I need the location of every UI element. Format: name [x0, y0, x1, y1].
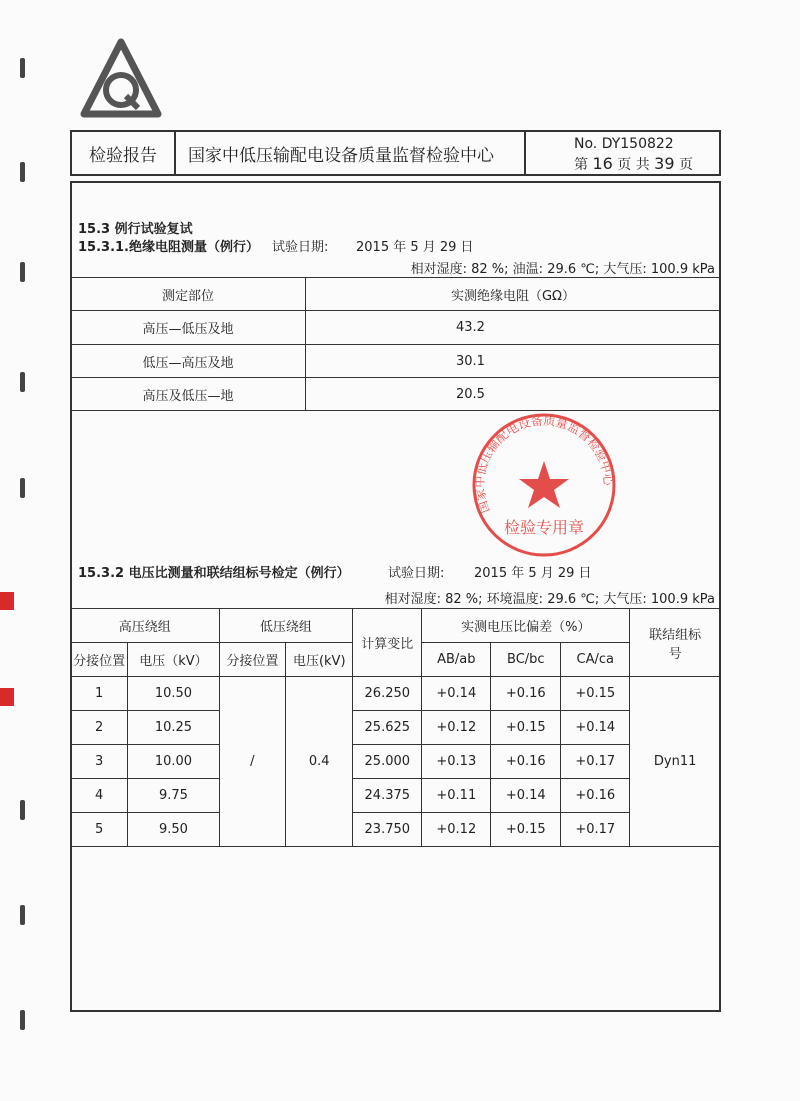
s2-date-label: 试验日期:	[388, 566, 445, 581]
s2-title: 15.3.2 电压比测量和联结组标号检定（例行）	[78, 566, 350, 581]
cell: 26.250	[353, 677, 422, 711]
cell: 高压及低压—地	[71, 378, 306, 411]
cell: 0.4	[286, 677, 353, 847]
seal-arc-text: 国家中低压输配电设备质量监督检验中心	[472, 413, 616, 516]
report-header	[70, 130, 721, 176]
table-row	[71, 779, 721, 813]
col-header: 分接位置	[219, 643, 286, 677]
col-header: 低压绕组	[219, 609, 353, 643]
table-row	[71, 378, 721, 411]
col-header: 计算变比	[353, 609, 422, 677]
binder-hole	[20, 262, 25, 282]
cell: /	[219, 677, 286, 847]
cell: 25.625	[353, 711, 422, 745]
cell: +0.14	[491, 779, 561, 813]
cell: 4	[71, 779, 128, 813]
s1-date-label: 试验日期:	[272, 240, 329, 255]
report-number: No. DY150822	[574, 136, 674, 152]
col-header: AB/ab	[422, 643, 491, 677]
red-tab	[0, 592, 14, 610]
cell: 20.5	[306, 378, 721, 411]
s1-conditions: 相对湿度: 82 %; 油温: 29.6 ℃; 大气压: 100.9 kPa	[410, 262, 715, 277]
binder-hole	[20, 905, 25, 925]
cell: 23.750	[353, 813, 422, 847]
s1-title: 15.3.1.绝缘电阻测量（例行）	[78, 240, 259, 255]
cell: +0.15	[491, 813, 561, 847]
cell: +0.14	[561, 711, 630, 745]
cell: Dyn11	[630, 677, 721, 847]
cell: +0.16	[491, 677, 561, 711]
cell: 低压—高压及地	[71, 345, 306, 378]
col-header: 联结组标号	[630, 609, 721, 677]
table-row	[71, 677, 721, 711]
cqc-logo-icon	[80, 38, 162, 124]
cell: +0.14	[422, 677, 491, 711]
cell: +0.15	[491, 711, 561, 745]
binder-hole	[20, 162, 25, 182]
col-header: 实测绝缘电阻（GΩ）	[306, 278, 721, 311]
seal-text: 检验专用章	[503, 518, 585, 537]
cell: +0.16	[561, 779, 630, 813]
binder-hole	[20, 800, 25, 820]
cell: 3	[71, 745, 128, 779]
cell: 9.50	[128, 813, 219, 847]
col-header: 电压(kV)	[286, 643, 353, 677]
binder-hole	[20, 58, 25, 78]
binder-hole	[20, 372, 25, 392]
section-title: 15.3 例行试验复试	[78, 222, 193, 237]
cell: 9.75	[128, 779, 219, 813]
s2-date: 2015 年 5 月 29 日	[474, 566, 592, 581]
org-name: 国家中低压输配电设备质量监督检验中心	[176, 132, 526, 174]
table-row	[71, 345, 721, 378]
binder-hole	[20, 1010, 25, 1030]
col-header: 实测电压比偏差（%）	[422, 609, 630, 643]
s1-date: 2015 年 5 月 29 日	[356, 240, 474, 255]
cell: +0.17	[561, 745, 630, 779]
cell: +0.15	[561, 677, 630, 711]
red-tab	[0, 688, 14, 706]
cell: 10.00	[128, 745, 219, 779]
binder-hole	[20, 478, 25, 498]
insulation-resistance-table	[70, 277, 721, 411]
cell: +0.12	[422, 711, 491, 745]
cell: 30.1	[306, 345, 721, 378]
cell: +0.12	[422, 813, 491, 847]
cell: 高压—低压及地	[71, 311, 306, 345]
cell: 10.50	[128, 677, 219, 711]
cell: 43.2	[306, 311, 721, 345]
voltage-ratio-table	[70, 608, 721, 847]
col-header: CA/ca	[561, 643, 630, 677]
table-row	[71, 711, 721, 745]
col-header: 高压绕组	[71, 609, 220, 643]
table-row	[71, 813, 721, 847]
report-label: 检验报告	[72, 132, 176, 174]
cell: 10.25	[128, 711, 219, 745]
cell: 5	[71, 813, 128, 847]
page-indicator: 第 16 页 共 39 页	[574, 154, 693, 173]
col-header: BC/bc	[491, 643, 561, 677]
cell: +0.16	[491, 745, 561, 779]
table-row	[71, 311, 721, 345]
s2-conditions: 相对湿度: 82 %; 环境温度: 29.6 ℃; 大气压: 100.9 kPa	[384, 592, 715, 607]
cell: 1	[71, 677, 128, 711]
cell: 24.375	[353, 779, 422, 813]
cell: 2	[71, 711, 128, 745]
cell: +0.11	[422, 779, 491, 813]
col-header: 电压（kV）	[128, 643, 219, 677]
cell: +0.13	[422, 745, 491, 779]
cell: 25.000	[353, 745, 422, 779]
col-header: 分接位置	[71, 643, 128, 677]
cell: +0.17	[561, 813, 630, 847]
col-header: 测定部位	[71, 278, 306, 311]
table-row	[71, 745, 721, 779]
